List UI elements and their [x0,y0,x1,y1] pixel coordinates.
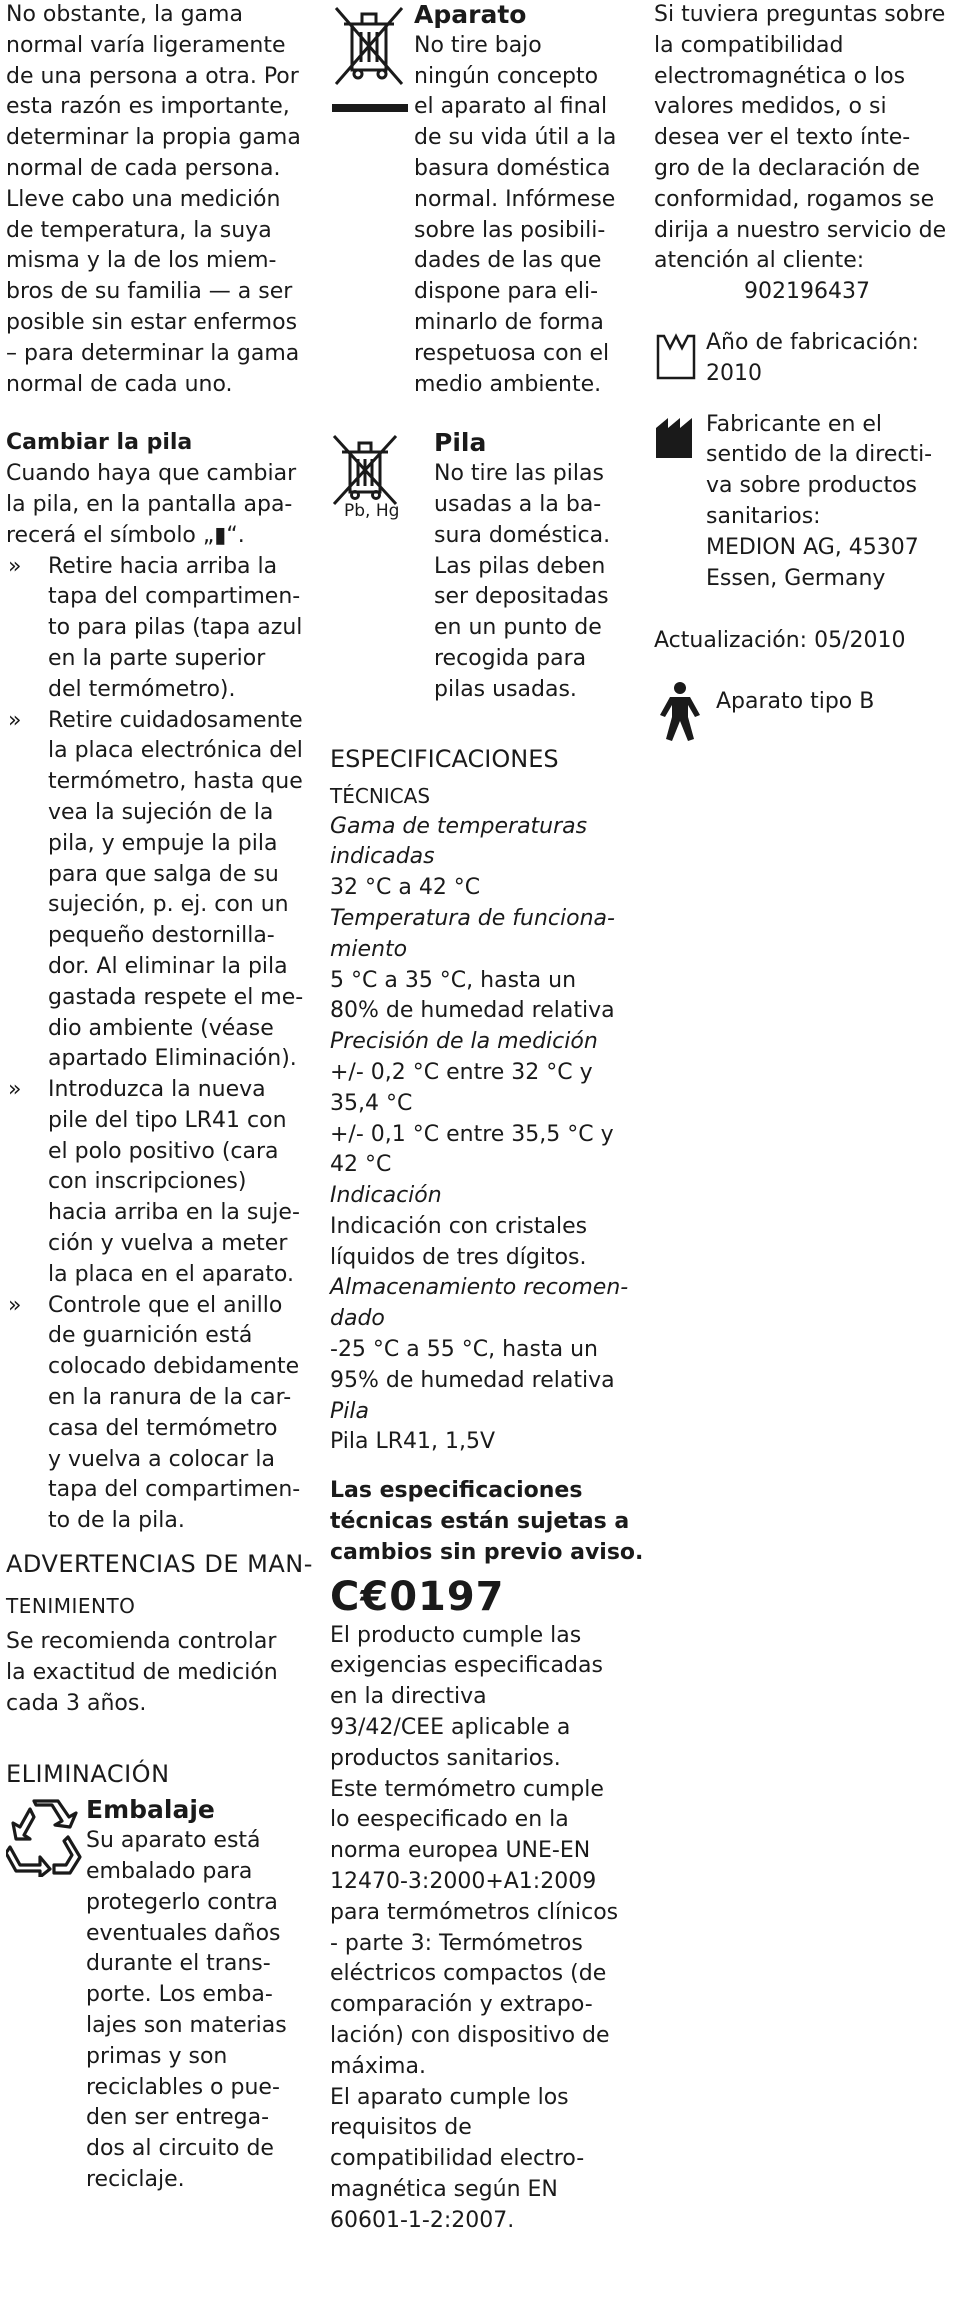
battery-steps [6,552,318,1538]
packaging-text [6,1826,318,2196]
text-line: la placa en el aparato. [48,1261,294,1287]
text-line: casa del termómetro [48,1415,278,1441]
text-line: recerá el símbolo „▮“. [6,522,245,548]
text-line: magnética según EN [330,2177,558,2202]
maintenance-heading-line-2: TENIMIENTO [6,1594,136,1619]
specs-heading-line-1: ESPECIFICACIONES [330,744,559,773]
bullet-mark: » [8,1292,22,1318]
specs-heading-line-2: TÉCNICAS [330,783,431,808]
text-line: desea ver el texto ínte- [654,125,911,151]
text-line: pequeño destornilla- [48,923,275,949]
text-line: normal. Infórmese [414,186,616,212]
text-line: - parte 3: Termómetros [330,1930,583,1956]
spec-value: 42 °C [330,1152,392,1178]
text-line: misma y la de los miem- [6,248,277,274]
text-line: Este termómetro cumple [330,1776,604,1802]
text-line: comparación y extrapo- [330,1992,593,2018]
spec-label: dado [330,1306,385,1332]
text-line: dades de las que [414,248,602,274]
text-line: pilas usadas. [434,676,577,702]
text-line: normal de cada persona. [6,155,281,181]
text-line: embalado para [86,1859,253,1885]
text-line: usadas a la ba- [434,491,602,517]
text-line: en la parte superior [48,645,266,671]
spec-label: indicadas [330,844,435,870]
text-line: Las pilas deben [434,553,606,579]
spec-value: 80% de humedad relativa [330,998,615,1024]
type-b-device [654,681,954,718]
text-line: ción y vuelva a meter [48,1231,288,1257]
spec-label: Precisión de la medición [330,1029,598,1055]
text-line: dor. Al eliminar la pila [48,953,288,979]
text-line: en la ranura de la car- [48,1385,292,1411]
text-line: gro de la declaración de [654,155,920,181]
text-line: colocado debidamente [48,1354,300,1380]
spec-value: 5 °C a 35 °C, hasta un [330,967,577,993]
text-line: sentido de la directi- [706,442,933,468]
device-title: Aparato [414,0,527,29]
spec-label: Almacenamiento recomen- [330,1275,629,1301]
text-line: Se recomienda controlar [6,1629,277,1655]
bullet-mark: » [8,1077,22,1103]
text-line: electromagnética o los [654,63,906,89]
text-line: eventuales daños [86,1920,281,1946]
text-line: con inscripciones) [48,1169,247,1195]
text-line: para termómetros clínicos [330,1899,619,1925]
intro-paragraph [6,0,318,400]
text-line: MEDION AG, 45307 [706,534,919,560]
text-line: atención al cliente: [654,248,865,274]
recycle-icon [6,1797,84,1877]
text-line: el polo positivo (cara [48,1138,279,1164]
text-line: minarlo de forma [414,309,604,335]
text-line: 12470-3:2000+A1:2009 [330,1869,597,1895]
battery-step [6,706,318,1076]
text-line: Introduzca la nueva [48,1077,266,1103]
text-line: dos al circuito de [86,2136,274,2162]
bin-label: Pb, Hg [344,501,400,522]
text-line: protegerlo contra [86,1889,278,1915]
maintenance-heading [6,1543,318,1627]
column-3 [654,0,954,718]
packaging-section [6,1795,318,2195]
text-line: eléctricos compactos (de [330,1961,607,1987]
text-line: sujeción, p. ej. con un [48,892,289,918]
battery-disposal-section [330,428,648,705]
spec-value: 32 °C a 42 °C [330,875,481,901]
text-line: ser depositadas [434,584,609,610]
text-line: técnicas están sujetas a [330,1509,630,1535]
specs-heading [330,738,648,812]
text-line: to para pilas (tapa azul [48,615,303,641]
spec-label: miento [330,936,408,962]
manufacturer-text [654,410,954,595]
text-line: Si tuviera preguntas sobre [654,2,946,27]
text-line: recogida para [434,645,587,671]
text-line: lo eespecificado en la [330,1807,569,1833]
text-line: de una persona a otra. Por [6,63,299,89]
text-line: Cuando haya que cambiar [6,461,297,487]
spec-label: Indicación [330,1183,442,1209]
text-line: máxima. [330,2053,426,2079]
text-line: No tire las pilas [434,461,604,487]
text-line: requisitos de [330,2115,472,2141]
year-label: Año de fabricación: [706,329,919,355]
text-line: posible sin estar enfermos [6,309,298,335]
text-line: tapa del compartimen- [48,1477,301,1503]
text-line: compatibilidad electro- [330,2146,585,2172]
packaging-title: Embalaje [86,1795,215,1825]
text-line: termómetro, hasta que [48,769,303,795]
text-line: reciclaje. [86,2167,185,2192]
text-line: el aparato al final [414,94,608,120]
text-line: la placa electrónica del [48,738,303,764]
text-line: la compatibilidad [654,32,844,58]
text-line: Controle que el anillo [48,1292,283,1318]
text-line: de temperatura, la suya [6,217,272,243]
text-line: pile del tipo LR41 con [48,1107,287,1133]
text-line: la pila, en la pantalla apa- [6,491,293,517]
text-line: normal de cada uno. [6,371,233,397]
text-line: – para determinar la gama [6,340,300,366]
text-line: reciclables o pue- [86,2074,280,2100]
text-line: dio ambiente (véase [48,1015,274,1041]
text-line: 93/42/CEE aplicable a [330,1715,571,1741]
text-line: de guarnición está [48,1323,253,1349]
spec-value: +/- 0,1 °C entre 35,5 °C y [330,1121,614,1147]
text-line: Las especificaciones [330,1478,583,1504]
text-line: cada 3 años. [6,1690,147,1716]
text-line: esta razón es importante, [6,94,290,120]
battery-title: Cambiar la pila [6,430,193,456]
manufacturer [654,410,954,595]
type-b-body-icon [656,681,704,741]
text-line: lajes son materias [86,2013,287,2039]
update-date: Actualización: 05/2010 [654,628,906,654]
text-line: va sobre productos [706,473,918,499]
battery-disposal-title: Pila [434,428,487,458]
spec-value: 95% de humedad relativa [330,1367,615,1393]
text-line: del termómetro). [48,676,236,702]
text-line: Su aparato está [86,1828,261,1854]
text-line: Retire cuidadosamente [48,707,303,733]
text-line: tapa del compartimen- [48,584,301,610]
column-2 [330,0,648,2237]
manufacture-year [654,328,954,390]
text-line: dispone para eli- [414,279,599,305]
crossed-bin-icon [330,0,410,112]
text-line: El aparato cumple los [330,2084,569,2110]
text-line: conformidad, rogamos se [654,186,935,212]
spec-label: Gama de temperaturas [330,813,588,839]
text-line: norma europea UNE-EN [330,1838,591,1864]
text-line: y vuelva a colocar la [48,1446,275,1472]
spec-label: Pila [330,1398,369,1424]
maintenance-heading-line-1: ADVERTENCIAS DE MAN- [6,1550,313,1579]
spec-value: Pila LR41, 1,5V [330,1429,496,1455]
text-line: sanitarios: [706,503,821,529]
bullet-mark: » [8,707,22,733]
text-line: Lleve cabo una medición [6,186,281,212]
text-line: gastada respete el me- [48,984,304,1010]
ce-mark: C€0197 [330,1573,505,1620]
manufacture-date-icon [654,330,698,382]
text-line: bros de su familia — a ser [6,279,293,305]
battery-step [6,1291,318,1537]
spec-label: Temperatura de funciona- [330,905,615,931]
text-line: respetuosa con el [414,340,610,366]
spec-value: Indicación con cristales [330,1213,588,1239]
text-line: pila, y empuje la pila [48,830,278,856]
text-line: en la directiva [330,1684,487,1710]
spec-value: líquidos de tres dígitos. [330,1244,587,1270]
compliance-text [330,1621,648,2237]
spec-value: -25 °C a 55 °C, hasta un [330,1337,598,1363]
text-line: to de la pila. [48,1508,185,1534]
type-b-label: Aparato tipo B [716,689,875,715]
text-line: basura doméstica [414,155,611,181]
specs-notice [330,1476,648,1568]
text-line: normal varía ligeramente [6,32,286,58]
spec-value: +/- 0,2 °C entre 32 °C y [330,1059,593,1085]
text-line: No obstante, la gama [6,2,243,27]
text-line: Retire hacia arriba la [48,553,278,579]
battery-intro [6,459,318,551]
year-value: 2010 [706,360,762,386]
device-disposal-section [330,0,648,400]
text-line: de su vida útil a la [414,125,617,151]
spec-value: 35,4 °C [330,1090,413,1116]
text-line: en un punto de [434,615,602,641]
text-line: den ser entrega- [86,2105,270,2131]
text-line: durante el trans- [86,1951,271,1977]
text-line: porte. Los emba- [86,1982,273,2008]
text-line: Fabricante en el [706,411,883,437]
text-line: productos sanitarios. [330,1745,561,1771]
text-line: Essen, Germany [706,565,886,591]
manufacturer-icon [654,414,696,460]
text-line: cambios sin previo aviso. [330,1539,644,1565]
text-line: El producto cumple las [330,1622,582,1648]
text-line: exigencias especificadas [330,1653,603,1679]
text-line: lación) con dispositivo de [330,2023,610,2049]
text-line: la exactitud de medición [6,1659,278,1685]
text-line: determinar la propia gama [6,125,301,151]
text-line: valores medidos, o si [654,94,887,120]
battery-step [6,1075,318,1291]
column-1 [6,0,318,2196]
text-line: No tire bajo [414,32,542,58]
text-line: sura doméstica. [434,522,611,548]
bullet-mark: » [8,553,22,579]
text-line: para que salga de su [48,861,279,887]
maintenance-text [6,1627,318,1719]
questions-text [654,0,954,277]
battery-step [6,552,318,706]
disposal-heading: ELIMINACIÓN [6,1760,170,1789]
text-line: 60601-1-2:2007. [330,2207,515,2233]
text-line: medio ambiente. [414,371,602,397]
text-line: primas y son [86,2043,228,2069]
text-line: sobre las posibili- [414,217,606,243]
text-line: vea la sujeción de la [48,799,274,825]
text-line: dirija a nuestro servicio de [654,217,947,243]
text-line: apartado Eliminación). [48,1046,297,1072]
service-phone: 902196437 [744,279,870,305]
specs-list [330,812,648,1459]
text-line: hacia arriba en la suje- [48,1200,300,1226]
text-line: ningún concepto [414,63,599,89]
